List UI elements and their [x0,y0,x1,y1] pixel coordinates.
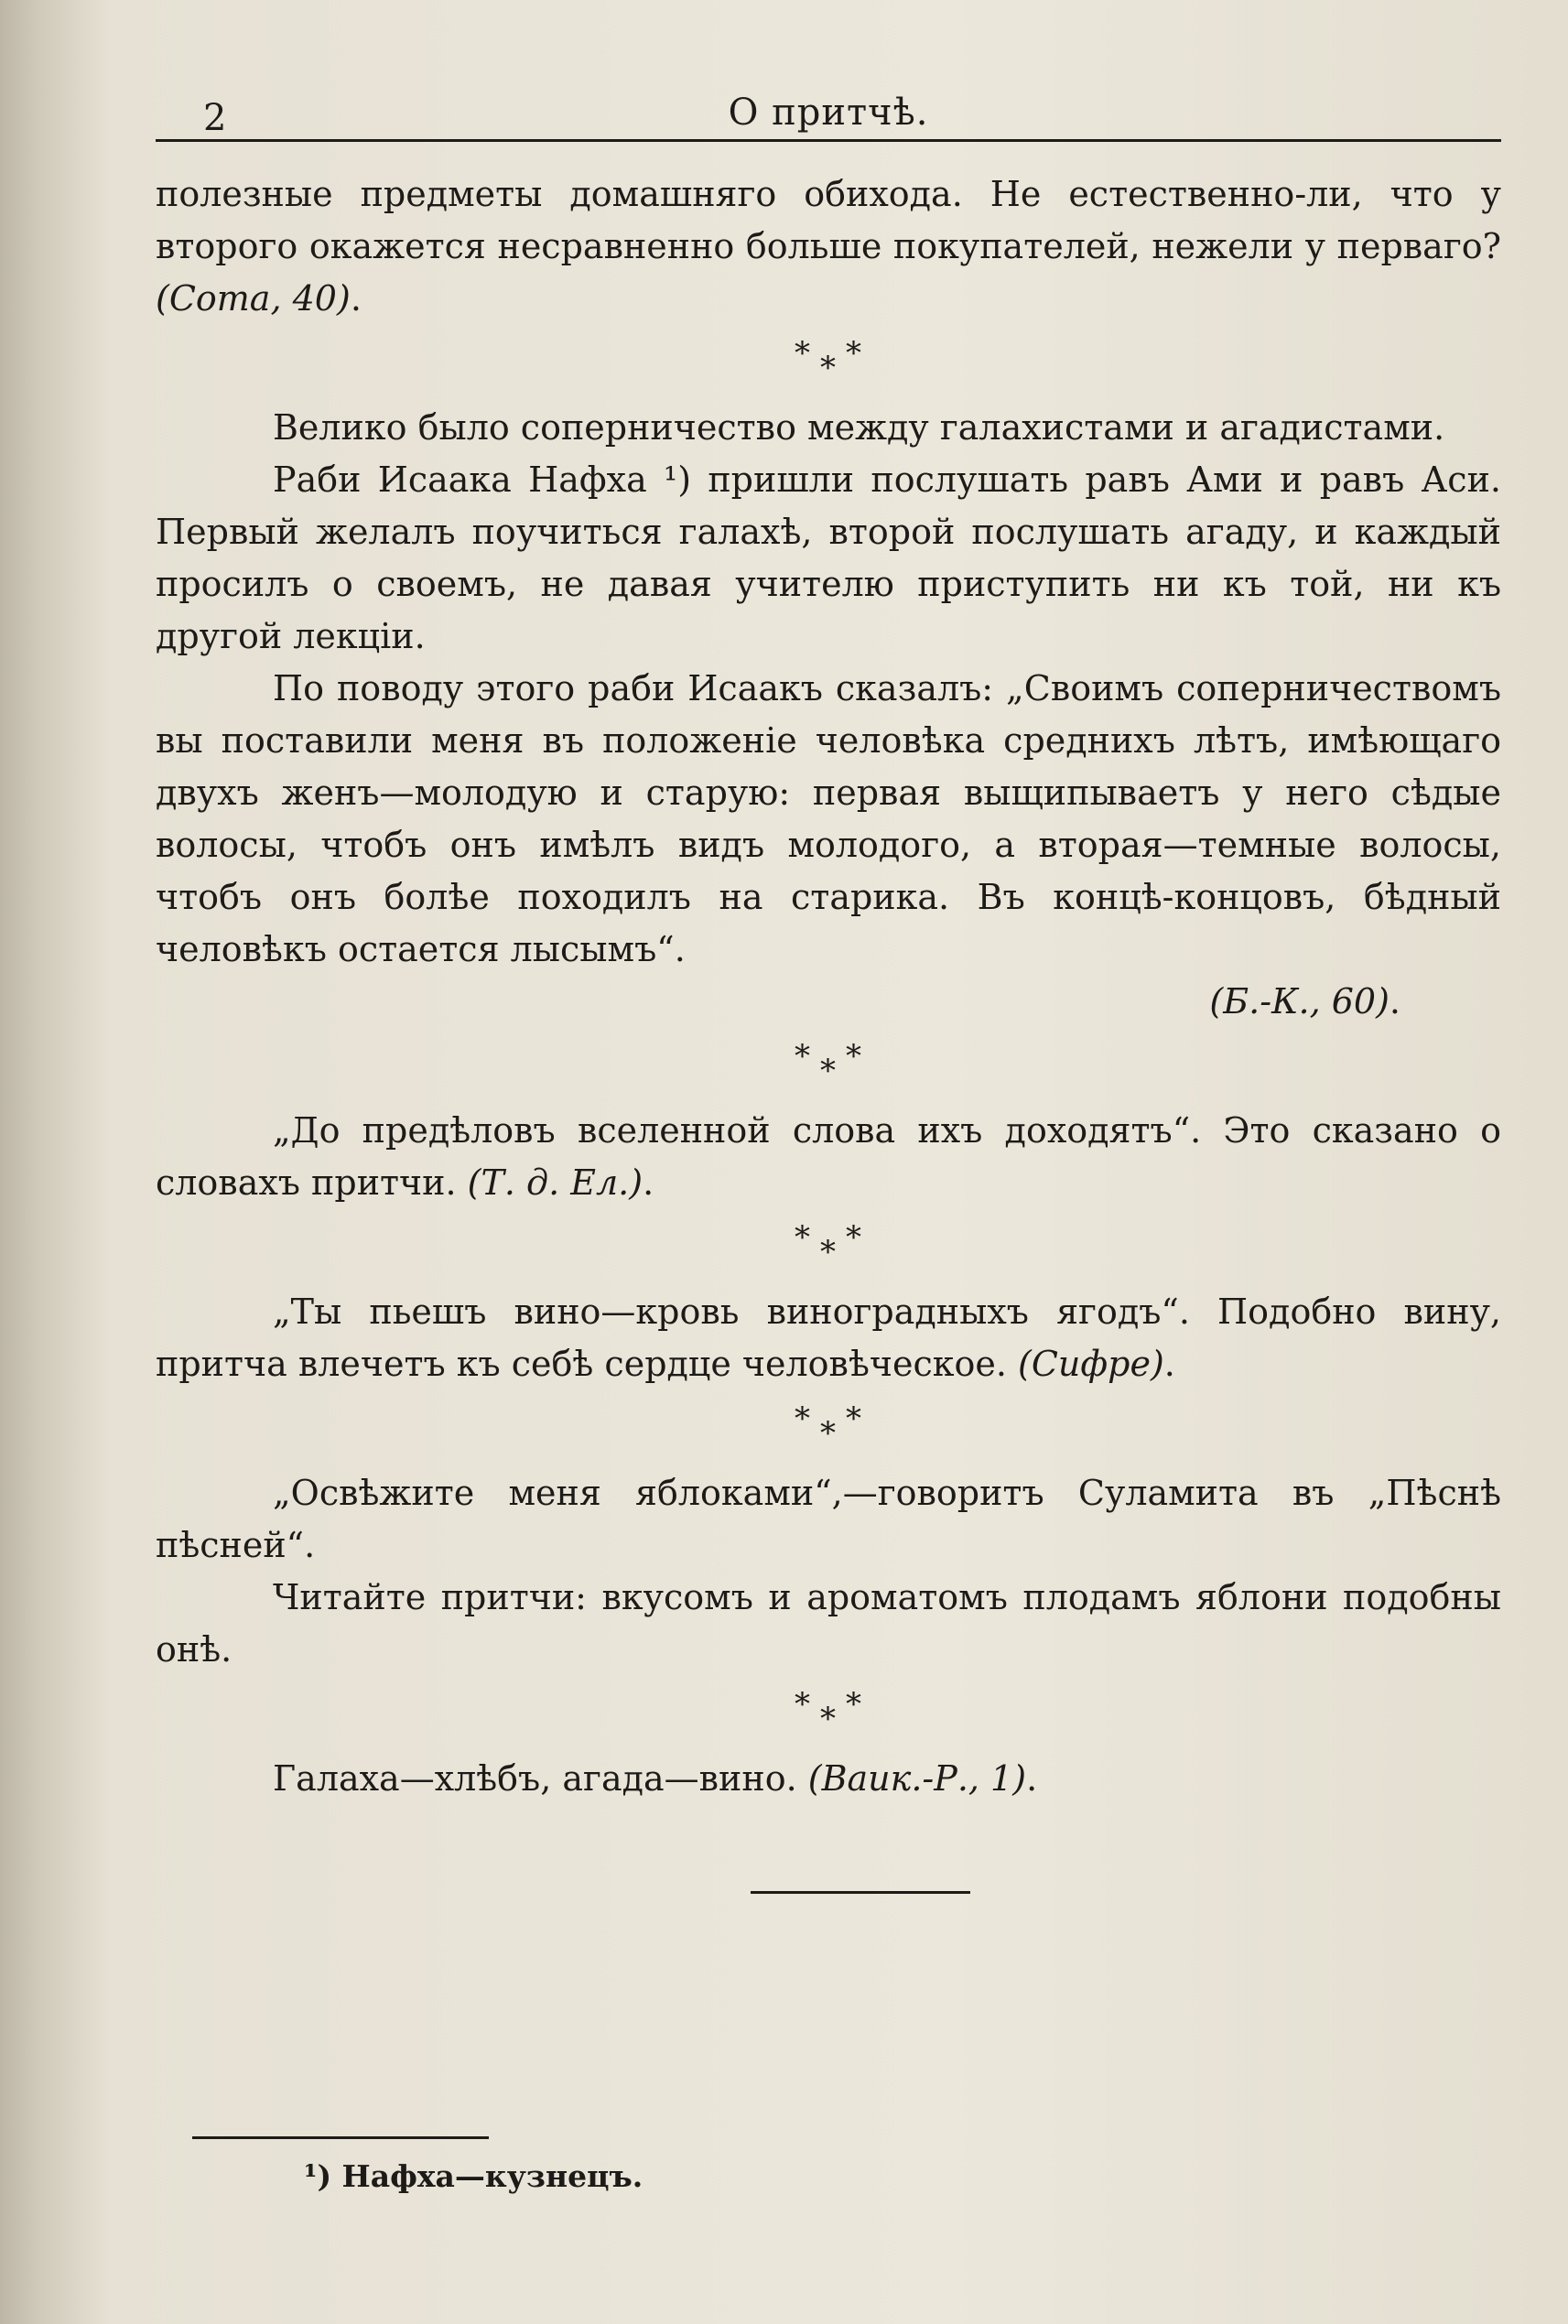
footnote: ¹) Нафха—кузнецъ. [304,2158,643,2194]
asterisk: * [820,350,836,386]
asterisk: * [846,1686,861,1723]
citation: (Ваик.-Р., 1) [807,1758,1027,1799]
asterisk: * [846,1038,861,1075]
paragraph-end: . [643,1162,654,1203]
asterisk: * [795,1400,810,1437]
page-number: 2 [203,97,227,139]
paragraph-text: Велико было соперничество между галахистами и агадистами. [273,407,1445,448]
asterism [787,1209,870,1286]
footnote-rule [192,2136,489,2139]
page-header [156,90,1501,145]
asterism [787,1676,870,1753]
asterism [787,1028,870,1105]
asterisk: * [795,1038,810,1075]
paragraph-end: . [1026,1758,1038,1799]
asterisk: * [795,1219,810,1256]
paragraph-text: Раби Исаака Нафха [273,459,665,500]
citation: (Сота, 40) [156,278,351,319]
paragraph-text: полезные предметы домашняго обихода. Не естественно-ли, что у второго окажется несравненно больше покупателей, нежели у перваго? [156,174,1501,266]
asterisk: * [846,1219,861,1256]
paragraph [156,168,1501,325]
asterisk: * [846,1400,861,1437]
citation: (Сифре) [1018,1344,1164,1384]
header-rule [156,139,1501,142]
paragraph-end: . [350,278,362,319]
paragraph-text: „До предѣловъ вселенной слова ихъ доходятъ“. Это сказано о словахъ притчи. [156,1110,1501,1203]
asterisk: * [795,1686,810,1723]
asterisk: * [846,335,861,372]
paragraph-end: . [1163,1344,1175,1384]
main-text [156,168,1501,1805]
asterisk: * [820,1234,836,1270]
paragraph [156,1105,1501,1209]
asterisk: * [820,1701,836,1737]
asterism [787,325,870,402]
citation: (Т. д. Ел.) [467,1162,643,1203]
paragraph [156,663,1501,976]
paragraph [156,1753,1501,1805]
paragraph-text: „Освѣжите меня яблоками“,—говоритъ Суламита въ „Пѣснѣ пѣсней“. [156,1473,1501,1565]
paragraph-text: пришли послушать равъ Ами и равъ Аси. Первый желалъ поучиться галахѣ, второй послушать агаду, и каждый просилъ о своемъ, не давая учителю приступить ни къ той, ни къ другой лекціи. [156,459,1501,656]
paragraph-end: . [1389,981,1400,1021]
asterisk: * [795,335,810,372]
citation-line [156,976,1501,1028]
paragraph [156,454,1501,663]
asterisk: * [820,1415,836,1452]
paragraph-text: Читайте притчи: вкусомъ и ароматомъ плодамъ яблони подобны онѣ. [156,1577,1501,1670]
paragraph [156,1286,1501,1390]
section-divider [751,1891,970,1894]
footnote-marker: ¹) [664,459,692,500]
paragraph [156,1467,1501,1572]
paragraph [156,402,1501,454]
running-title: О притчѣ. [728,92,929,134]
asterism [787,1390,870,1467]
paragraph-text: „Ты пьешъ вино—кровь виноградныхъ ягодъ“. Подобно вину, притча влечетъ къ себѣ сердце человѣческое. [156,1292,1501,1384]
paragraph-text: Галаха—хлѣбъ, агада—вино. [273,1758,808,1799]
paragraph [156,1572,1501,1676]
asterisk: * [820,1053,836,1089]
paragraph-text: По поводу этого раби Исаакъ сказалъ: „Своимъ соперничествомъ вы поставили меня въ положеніе человѣка среднихъ лѣтъ, имѣющаго двухъ женъ—молодую и старую: первая выщипываетъ у него сѣдые волосы, чтобъ онъ имѣлъ видъ молодого, а вторая—темные волосы, чтобъ онъ болѣе походилъ на старика. Въ концѣ-концовъ, бѣдный человѣкъ остается лысымъ“. [156,668,1501,969]
citation: (Б.-К., 60) [1209,981,1390,1021]
